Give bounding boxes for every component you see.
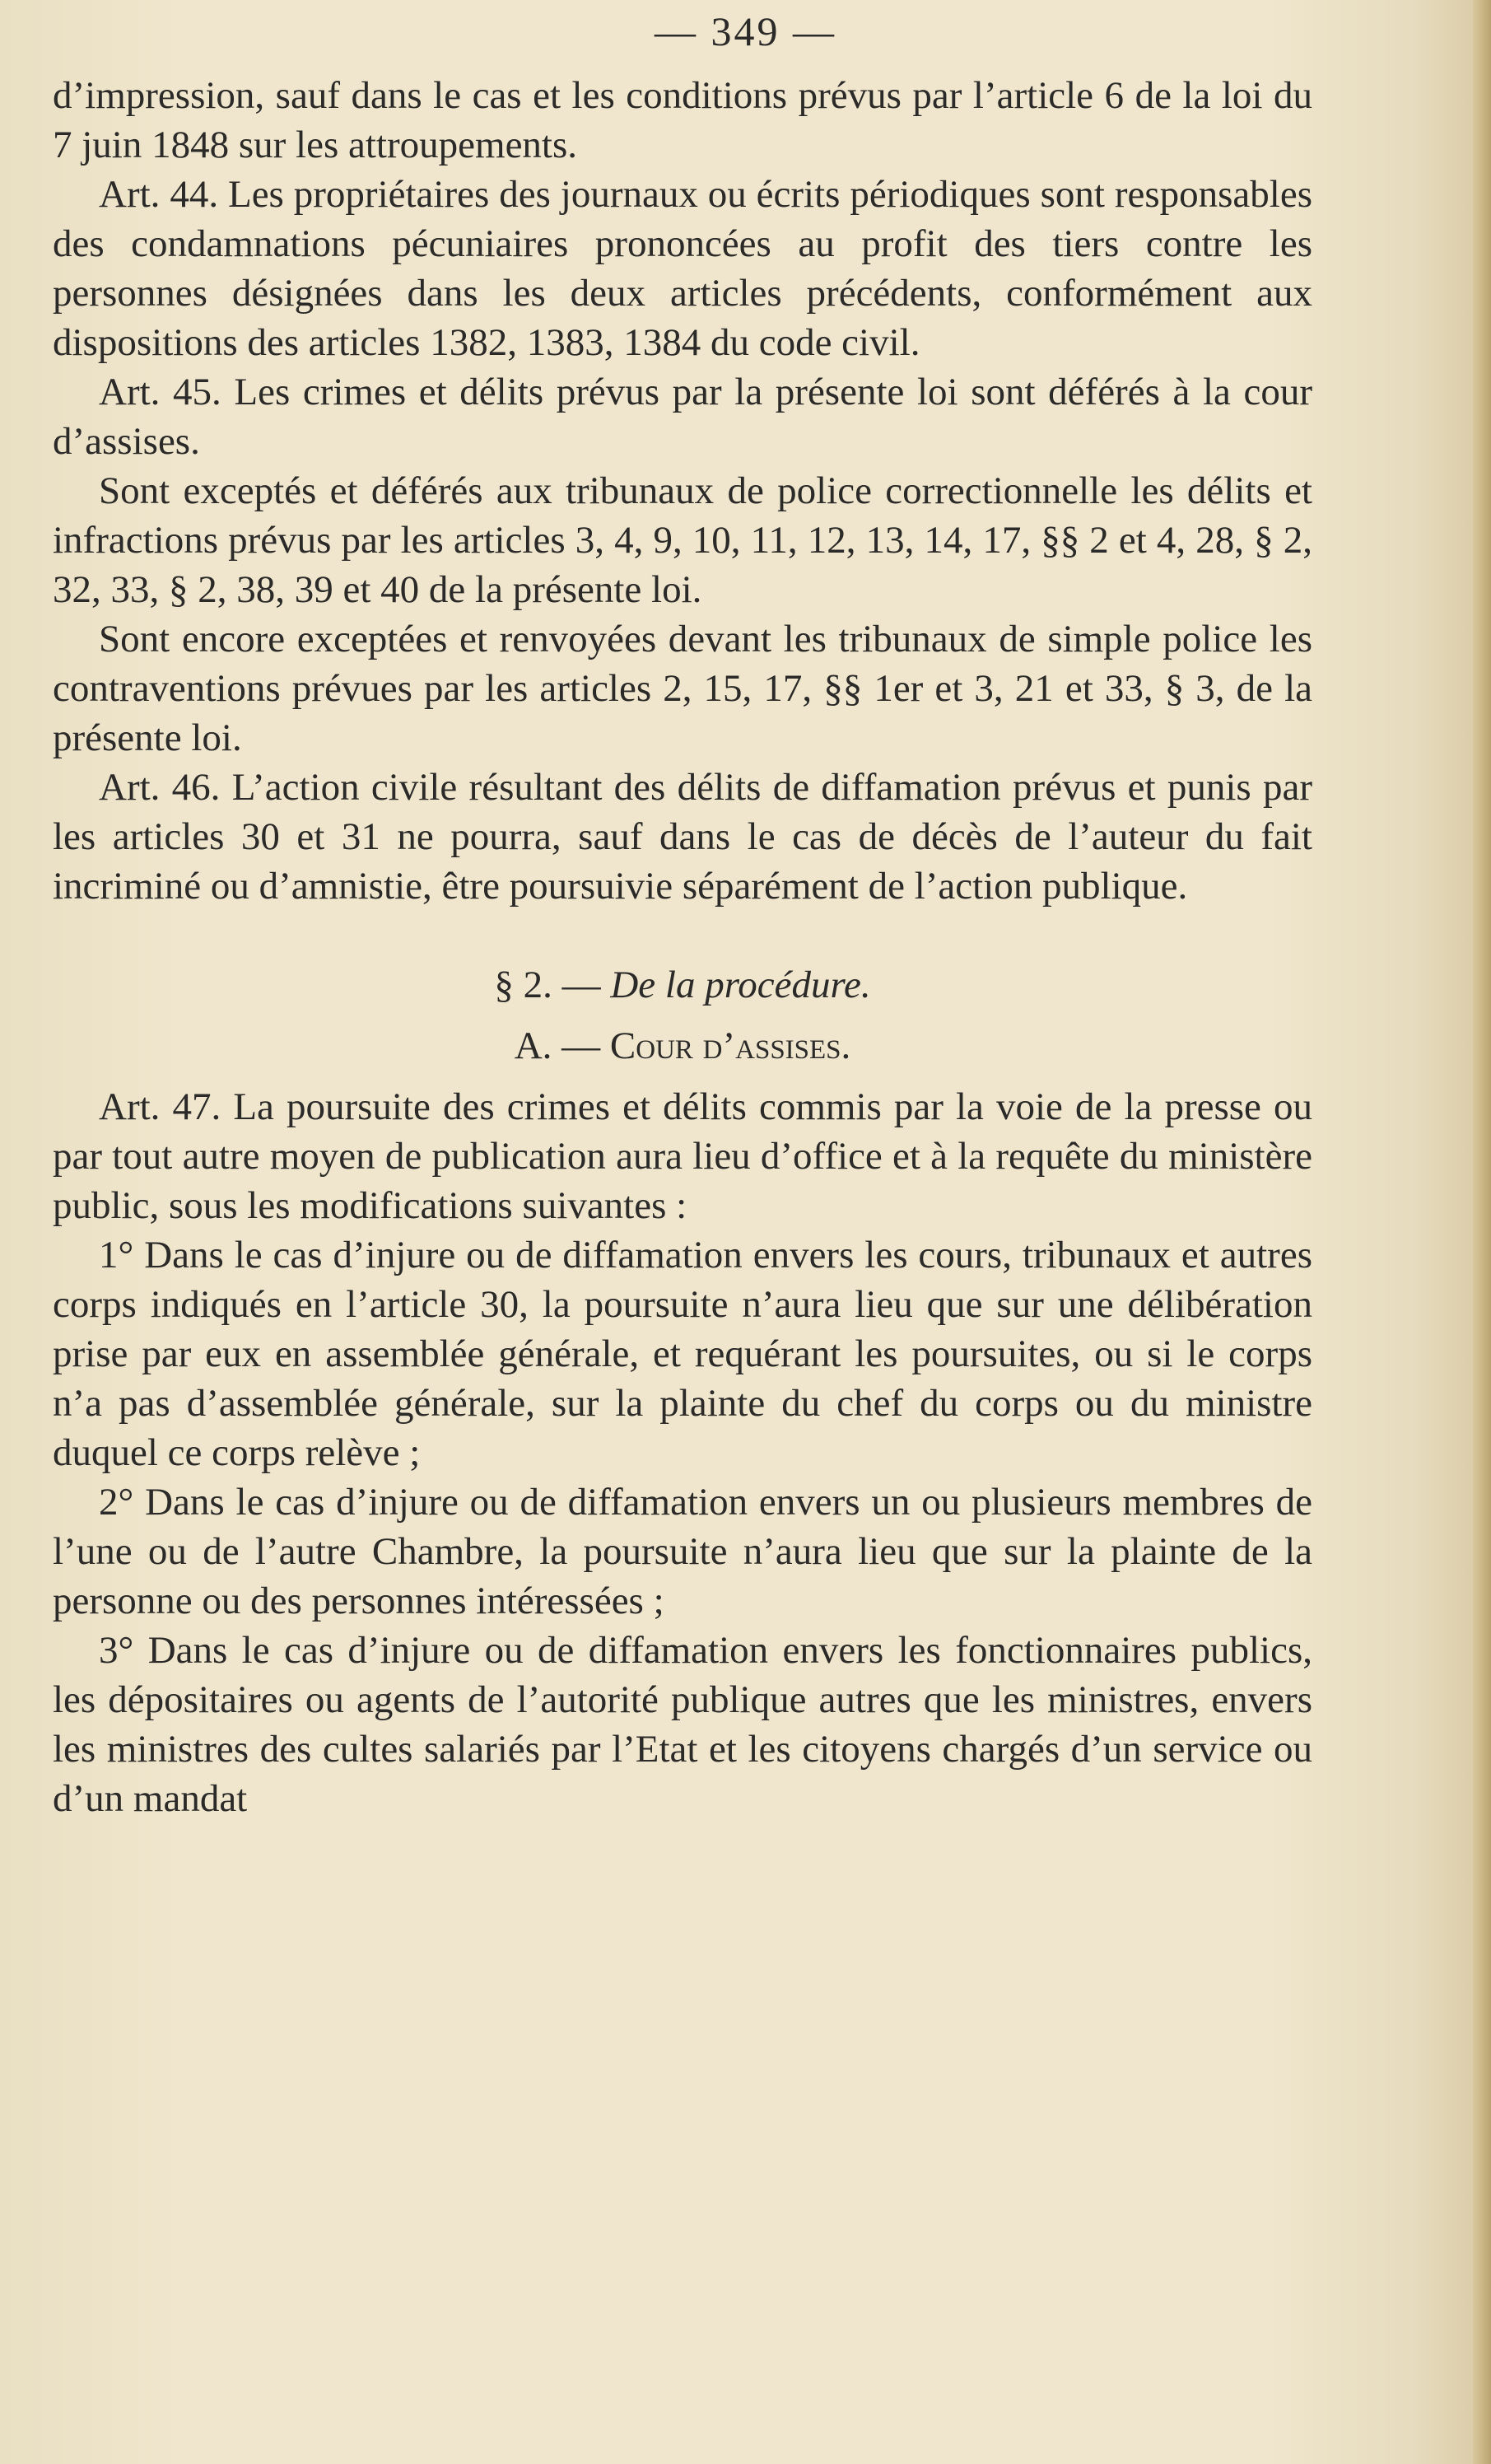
section-heading (53, 960, 1312, 1010)
list-item-3: 3° Dans le cas d’injure ou de diffamation envers les fonctionnaires publics, les dépositaires ou agents de l’autorité publique autres que les ministres, envers les ministres des cultes salariés par l’Etat et les citoyens chargés d’un service ou d’un mandat (53, 1629, 1312, 1820)
paragraph: Sont encore exceptées et renvoyées devant les tribunaux de simple police les contraventions prévues par les articles 2, 15, 17, §§ 1er et 3, 21 et 33, § 3, de la présente loi. (53, 618, 1312, 759)
list-item-1: 1° Dans le cas d’injure ou de diffamation envers les cours, tribunaux et autres corps indiqués en l’article 30, la poursuite n’aura lieu que sur une délibération prise par eux en assemblée générale, et requérant les poursuites, ou si le corps n’a pas d’assemblée générale, sur la plainte du chef du corps ou du ministre duquel ce corps relève ; (53, 1234, 1312, 1474)
subsection-heading (53, 1020, 1312, 1072)
subsection-title: Cour d’assises. (609, 1024, 851, 1067)
list-item-2: 2° Dans le cas d’injure ou de diffamation envers un ou plusieurs membres de l’une ou de l’autre Chambre, la poursuite n’aura lieu que sur la plainte de la personne ou des personnes intéressées ; (53, 1481, 1312, 1622)
paragraph-art-47: Art. 47. La poursuite des crimes et délits commis par la voie de la presse ou par tout autre moyen de publication aura lieu d’office et à la requête du ministère public, sous les modifications suivantes : (53, 1085, 1312, 1227)
page-edge (1473, 0, 1491, 2464)
paragraph-art-46: Art. 46. L’action civile résultant des délits de diffamation prévus et punis par les articles 30 et 31 ne pourra, sauf dans le cas de décès de l’auteur du fait incriminé ou d’amnistie, être poursuivie séparément de l’action publique. (53, 766, 1312, 908)
paragraph-art-45: Art. 45. Les crimes et délits prévus par la présente loi sont déférés à la cour d’assises. (53, 371, 1312, 463)
section-title: De la procédure. (610, 964, 871, 1006)
paragraph: Sont exceptés et déférés aux tribunaux de police correctionnelle les délits et infractions prévus par les articles 3, 4, 9, 10, 11, 12, 13, 14, 17, §§ 2 et 4, 28, § 2, 32, 33, § 2, 38, 39 et 40 de la présente loi. (53, 469, 1312, 611)
page-content (53, 71, 1312, 1823)
section-number: § 2. — (494, 964, 601, 1006)
paragraph: d’impression, sauf dans le cas et les conditions prévus par l’article 6 de la loi du 7 juin 1848 sur les attroupements. (53, 74, 1312, 166)
subsection-label: A. — (514, 1024, 601, 1067)
paragraph-art-44: Art. 44. Les propriétaires des journaux ou écrits périodiques sont responsables des condamnations pécuniaires prononcées au profit des tiers contre les personnes désignées dans les deux articles précédents, conformément aux dispositions des articles 1382, 1383, 1384 du code civil. (53, 173, 1312, 364)
page-number: — 349 — (655, 8, 836, 54)
